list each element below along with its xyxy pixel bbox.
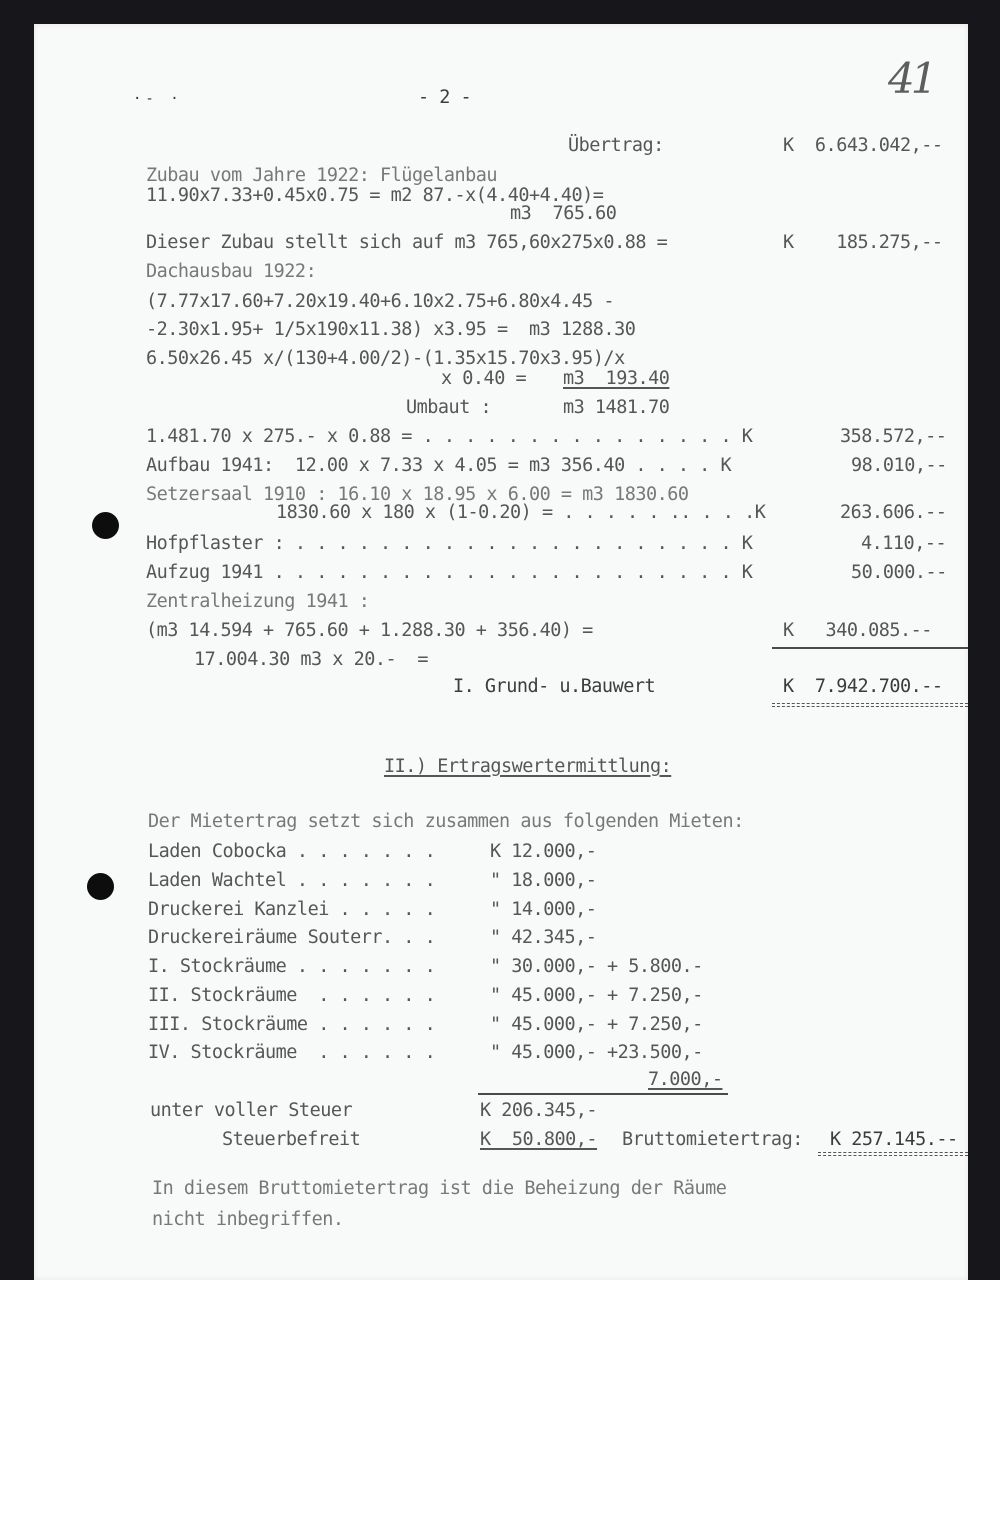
zentral-calc-1: (m3 14.594 + 765.60 + 1.288.30 + 356.40) = [146,620,593,641]
document-page [34,24,968,1280]
dachausbau-calc-1: (7.77x17.60+7.20x19.40+6.10x2.75+6.80x4.45 - [146,291,615,312]
item-text: Aufbau 1941: 12.00 x 7.33 x 4.05 = m3 356.40 . . . . K [146,455,732,476]
rent-label: III. Stockräume . . . . . . [148,1014,436,1035]
dachausbau-calc-4-left: x 0.40 = [441,368,537,389]
full-tax-label: unter voller Steuer [150,1100,353,1121]
total-amount: K 7.942.700.-- [783,676,943,697]
rent-extra: 7.000,- [648,1069,723,1090]
umbau-value: m3 1481.70 [563,397,670,418]
rent-value: " 18.000,- [490,870,597,891]
note-line-2: nicht inbegriffen. [152,1209,344,1230]
gross-value: K 257.145.-- [830,1129,958,1150]
rent-label: Druckerei Kanzlei . . . . . [148,899,436,920]
exempt-value: K 50.800,- [480,1129,598,1150]
full-tax-value: K 206.345,- [480,1100,598,1121]
zubau-line: Dieser Zubau stellt sich auf m3 765,60x275x0.88 = [146,232,668,253]
rent-value: " 42.345,- [490,927,597,948]
note-line-1: In diesem Bruttomietertrag ist die Beheizung der Räume [152,1178,727,1199]
umbau-label: Umbaut : [406,397,492,418]
section-2-title: II.) Ertragswertermittlung: [384,756,672,777]
punch-hole-upper [92,512,119,539]
dachausbau-calc-2: -2.30x1.95+ 1/5x190x11.38) x3.95 = m3 1288.30 [146,319,636,340]
sum-rule [772,647,968,649]
item-text: Hofpflaster : . . . . . . . . . . . . . . . . . . . . . K [146,533,753,554]
dachausbau-heading: Dachausbau 1922: [146,261,317,282]
paper-specks: ·‑ · [133,91,183,107]
item-text: Aufzug 1941 . . . . . . . . . . . . . . . . . . . . . . K [146,562,753,583]
rent-intro: Der Mietertrag setzt sich zusammen aus folgenden Mieten: [148,811,744,832]
item-text: 1.481.70 x 275.- x 0.88 = . . . . . . . . . . . . . . . K [146,426,753,447]
rent-label: II. Stockräume . . . . . . [148,985,436,1006]
zentral-amount: K 340.085.-- [783,620,932,641]
zentral-heading: Zentralheizung 1941 : [146,591,370,612]
page-number: - 2 - [418,87,472,108]
total-double-rule [772,703,968,707]
rent-label: I. Stockräume . . . . . . . [148,956,436,977]
zubau-amount: K 185.275,-- [783,232,943,253]
gross-double-rule [818,1152,968,1156]
rent-label: Laden Wachtel . . . . . . . [148,870,436,891]
item-amount: 358.572,-- [840,426,947,447]
rent-value: " 14.000,- [490,899,597,920]
zubau-heading: Zubau vom Jahre 1922: Flügelanbau [146,165,498,186]
zentral-calc-2: 17.004.30 m3 x 20.- = [194,649,429,670]
item-amount: 50.000.-- [851,562,947,583]
dachausbau-calc-3: 6.50x26.45 x/(130+4.00/2)-(1.35x15.70x3.95)/x [146,348,625,369]
dachausbau-calc-4-value: m3 193.40 [563,368,670,389]
handwritten-folio: 41 [888,54,934,103]
rent-value: " 45.000,- + 7.250,- [490,1014,703,1035]
rent-value: " 30.000,- + 5.800.- [490,956,703,977]
item-amount: 4.110,-- [861,533,947,554]
gross-label: Bruttomietertrag: [622,1129,803,1150]
item-amount: 98.010,-- [851,455,947,476]
punch-hole-lower [87,873,114,900]
rent-label: IV. Stockräume . . . . . . [148,1042,436,1063]
rent-label: Laden Cobocka . . . . . . . [148,841,436,862]
item-amount: 263.606.-- [840,502,947,523]
rent-value: " 45.000,- +23.500,- [490,1042,703,1063]
rent-label: Druckereiräume Souterr. . . [148,927,436,948]
rent-value: " 45.000,- + 7.250,- [490,985,703,1006]
carry-amount: K 6.643.042,-- [783,135,943,156]
zubau-calc-1: 11.90x7.33+0.45x0.75 = m2 87.-x(4.40+4.40)= [146,185,604,206]
zubau-calc-2: m3 765.60 [510,203,617,224]
exempt-label: Steuerbefreit [222,1129,361,1150]
rent-value: K 12.000,- [490,841,597,862]
item-text: Setzersaal 1910 : 16.10 x 18.95 x 6.00 = m3 1830.60 [146,484,689,505]
total-label: I. Grund- u.Bauwert [453,676,656,697]
carry-label: Übertrag: [568,135,664,156]
item-text: 1830.60 x 180 x (1-0.20) = . . . . . .. . . .K [276,502,766,523]
rent-sum-rule [478,1093,728,1095]
